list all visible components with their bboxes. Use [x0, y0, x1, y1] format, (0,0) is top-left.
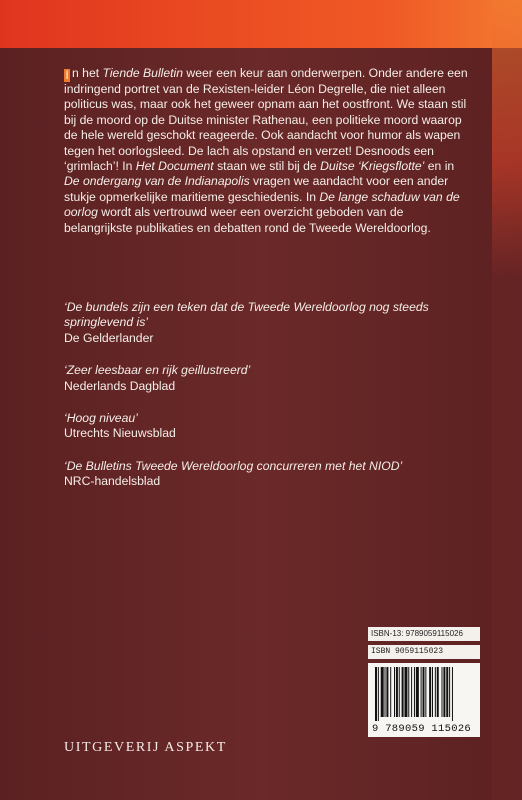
publisher-name: UITGEVERIJ ASPEKT	[64, 740, 227, 755]
barcode-bar	[421, 667, 422, 717]
barcode-bar	[414, 667, 415, 717]
barcode-number: 9 789059 115026	[372, 723, 472, 735]
barcode-bar	[429, 667, 431, 717]
barcode-bar	[442, 667, 443, 717]
quote-text: ‘Zeer leesbaar en rijk geillustreerd’	[64, 363, 251, 378]
blurb-text-6: wordt als vertrouwd weer een overzicht geboden van de belangrijkste publikaties en debatten rond de Tweede Wereldoorlog.	[64, 205, 431, 235]
barcode-bar	[449, 667, 450, 717]
title-kriegsflotte: Duitse ‘Kriegsflotte’	[320, 159, 425, 174]
dropcap-letter: I	[65, 68, 69, 82]
press-quotes	[64, 300, 484, 507]
barcode-bar	[402, 667, 404, 717]
barcode-bar	[435, 667, 436, 717]
quote-source: NRC-handelsblad	[64, 474, 161, 489]
title-lange-schaduw: De lange schaduw van de oorlog	[64, 189, 460, 220]
barcode-bar	[396, 667, 398, 717]
quote-text: ‘De Bulletins Tweede Wereldoorlog concurreren met het NIOD’	[64, 458, 403, 473]
press-quote	[64, 363, 484, 394]
press-quote	[64, 300, 484, 346]
title-indianapolis: De ondergang van de Indianapolis	[64, 174, 250, 189]
isbn10-label: ISBN 9059115023	[368, 645, 480, 659]
barcode-bar	[378, 667, 379, 721]
barcode	[368, 663, 480, 737]
blurb-paragraph	[64, 66, 472, 236]
barcode-bar	[452, 667, 453, 721]
blurb-text-1: n het	[72, 66, 103, 80]
title-tiende-bulletin: Tiende Bulletin	[102, 66, 184, 80]
barcode-bar	[394, 667, 395, 717]
barcode-bar	[416, 667, 419, 717]
barcode-bar	[443, 667, 445, 717]
barcode-bar	[390, 667, 391, 717]
press-quote	[64, 411, 484, 442]
barcode-bar	[385, 667, 386, 717]
blurb-text-5: vragen we aandacht voor een ander stukje opmerkelijke maritieme geschiedenis. In	[64, 174, 449, 204]
blurb	[64, 66, 472, 236]
press-quote	[64, 459, 484, 490]
blurb-text-3: staan we stil bij de	[213, 159, 321, 174]
isbn13-label: ISBN-13: 9789059115026	[368, 627, 480, 641]
quote-source: De Gelderlander	[64, 330, 154, 345]
right-edge-gradient	[492, 0, 522, 800]
barcode-bar	[404, 667, 407, 717]
blurb-text-2: weer een keur aan onderwerpen. Onder andere een indringend portret van de Rexisten-leider Léon Degrelle, die niet alleen politicus was, maar ook het geweer opnam aan het oostfront. We staan stil bij de moord op de Duitse minister Rathenau, een politieke moord waarop de hele wereld geschokt reageerde. Ook aandacht voor humor als wapen tegen het oorlogsleed. De lach als opstand en verzet! Desnoods een ‘grimlach’! In	[64, 66, 468, 174]
barcode-bar	[425, 667, 426, 717]
barcode-bar	[432, 667, 433, 717]
quote-source: Nederlands Dagblad	[64, 378, 176, 393]
barcode-bar	[375, 667, 377, 721]
barcode-bar	[423, 667, 425, 717]
quote-source: Utrechts Nieuwsblad	[64, 426, 176, 441]
barcode-bar	[411, 667, 412, 717]
barcode-bars	[373, 667, 475, 721]
barcode-bar	[446, 667, 448, 717]
barcode-bar	[408, 667, 409, 717]
quote-text: ‘Hoog niveau’	[64, 411, 138, 426]
barcode-bar	[381, 667, 384, 717]
barcode-bar	[386, 667, 388, 717]
top-orange-band	[0, 0, 522, 48]
barcode-bar	[399, 667, 400, 717]
title-het-document: Het Document	[135, 159, 214, 174]
quote-text: ‘De bundels zijn een teken dat de Tweede Wereldoorlog nog steeds springlevend is’	[64, 300, 429, 330]
barcode-bar	[437, 667, 439, 717]
blurb-text-4: en in	[424, 159, 455, 174]
